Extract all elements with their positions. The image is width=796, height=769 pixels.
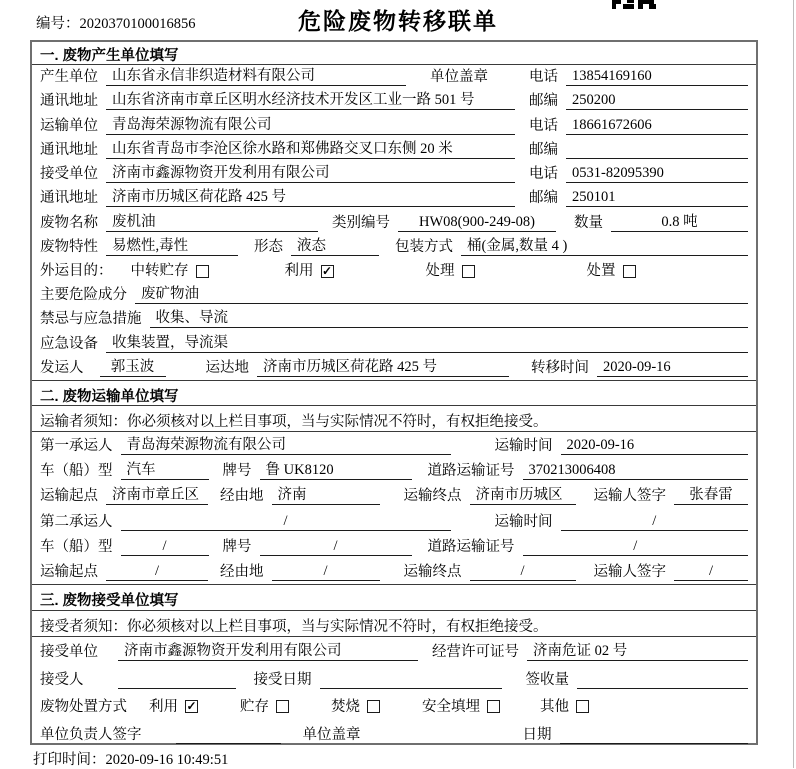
time2-value: / bbox=[561, 513, 749, 531]
date-value bbox=[560, 743, 749, 744]
zip1-value: 250200 bbox=[566, 92, 748, 110]
end1-label: 运输终点 bbox=[403, 488, 462, 505]
accept-unit-label: 接受单位 bbox=[40, 644, 98, 661]
waste-name-label: 废物名称 bbox=[40, 214, 98, 231]
section2-header: 二. 废物运输单位填写 bbox=[32, 380, 756, 407]
disposal-store-label: 贮存 bbox=[240, 699, 269, 716]
disposal-landfill-checkbox bbox=[487, 700, 500, 713]
row-transporter-address bbox=[32, 138, 756, 162]
section2-body bbox=[32, 432, 756, 584]
packing-value: 桶(金属,数量 4 ) bbox=[461, 234, 748, 256]
category-label: 类别编号 bbox=[332, 214, 390, 231]
taboo-value: 收集、导流 bbox=[150, 306, 749, 328]
license2-value: / bbox=[523, 538, 749, 556]
purpose-treat-checkbox bbox=[462, 265, 475, 278]
row-purpose bbox=[32, 259, 756, 283]
print-time bbox=[33, 748, 228, 769]
receiver-notice: 接受者须知：你必须核对以上栏目事项，当与实际情况不符时，有权拒绝接受。 bbox=[32, 611, 756, 637]
vehicle1-label: 车（船）型 bbox=[40, 463, 113, 480]
row-transporter bbox=[32, 113, 756, 137]
row-route1 bbox=[32, 483, 756, 508]
time2-label: 运输时间 bbox=[494, 513, 553, 530]
via1-label: 经由地 bbox=[220, 488, 264, 505]
plate1-label: 牌号 bbox=[222, 463, 252, 480]
purpose-use-checkbox: ✓ bbox=[321, 263, 333, 278]
hazard-label: 主要危险成分 bbox=[40, 287, 127, 304]
shipper-value: 郭玉波 bbox=[100, 355, 166, 377]
transfer-time-value: 2020-09-16 bbox=[597, 359, 748, 377]
time1-label: 运输时间 bbox=[494, 437, 553, 454]
purpose-option-storage-label: 中转贮存 bbox=[130, 262, 189, 279]
equipment-label: 应急设备 bbox=[40, 335, 98, 352]
license1-label: 道路运输证号 bbox=[427, 463, 515, 480]
accept-unit-value: 济南市鑫源物资开发利用有限公司 bbox=[118, 639, 418, 661]
row-equipment bbox=[32, 331, 756, 355]
license2-label: 道路运输证号 bbox=[427, 539, 515, 556]
disposal-store-checkbox bbox=[276, 700, 289, 713]
origin2-value: / bbox=[106, 563, 208, 581]
purpose-option-dispose-label: 处置 bbox=[586, 262, 616, 279]
disposal-other-checkbox bbox=[576, 700, 589, 713]
disposal-landfill-label: 安全填埋 bbox=[422, 699, 480, 716]
addr2-value: 山东省青岛市李沧区徐水路和郑佛路交叉口东侧 20 米 bbox=[106, 137, 515, 159]
section1-header: 一. 废物产生单位填写 bbox=[32, 42, 756, 65]
producer-label: 产生单位 bbox=[40, 69, 98, 86]
sign1-label: 运输人签字 bbox=[593, 488, 666, 505]
phone3-value: 0531-82095390 bbox=[566, 165, 748, 183]
disposal-other-label: 其他 bbox=[540, 699, 569, 716]
transporter-label: 运输单位 bbox=[40, 117, 98, 134]
taboo-label: 禁忌与应急措施 bbox=[40, 311, 142, 328]
row-producer bbox=[32, 65, 756, 89]
equipment-value: 收集装置，导流渠 bbox=[106, 331, 748, 353]
row-accept-unit bbox=[32, 637, 756, 664]
sign2-value: / bbox=[674, 563, 748, 581]
phone2-label: 电话 bbox=[529, 117, 558, 134]
print-time-label: 打印时间： bbox=[33, 752, 106, 768]
hazard-value: 废矿物油 bbox=[135, 282, 748, 304]
manifest-form bbox=[30, 40, 758, 745]
row-vehicle1 bbox=[32, 458, 756, 483]
purpose-option-treat-label: 处理 bbox=[425, 262, 455, 279]
row-waste-character bbox=[32, 235, 756, 259]
row-shipper bbox=[32, 356, 756, 380]
row-producer-address bbox=[32, 89, 756, 113]
purpose-option-use-label: 利用 bbox=[284, 262, 314, 279]
carrier1-label: 第一承运人 bbox=[40, 437, 113, 454]
phone3-label: 电话 bbox=[529, 166, 558, 183]
zip3-label: 邮编 bbox=[529, 190, 558, 207]
disposal-label: 废物处置方式 bbox=[40, 699, 127, 716]
document-header bbox=[0, 0, 796, 40]
acceptor-value bbox=[118, 688, 236, 689]
purpose-dispose-checkbox bbox=[623, 265, 636, 278]
sign1-value: 张春雷 bbox=[674, 483, 748, 505]
section3-body bbox=[32, 637, 756, 747]
receiver-label: 接受单位 bbox=[40, 166, 98, 183]
accept-date-label: 接受日期 bbox=[253, 671, 312, 688]
waste-name-value: 废机油 bbox=[106, 210, 318, 232]
print-time-value: 2020-09-16 10:49:51 bbox=[105, 752, 229, 768]
qr-code-fragment-icon bbox=[612, 0, 658, 10]
license1-value: 370213006408 bbox=[523, 462, 749, 480]
dest-value: 济南市历城区荷花路 425 号 bbox=[257, 355, 509, 377]
addr2-label: 通讯地址 bbox=[40, 141, 98, 158]
end2-value: / bbox=[470, 563, 576, 581]
character-label: 废物特性 bbox=[40, 238, 98, 255]
page-title: 危险废物转移联单 bbox=[298, 8, 498, 34]
shipper-label: 发运人 bbox=[40, 359, 84, 376]
carrier2-label: 第二承运人 bbox=[40, 513, 113, 530]
vehicle1-value: 汽车 bbox=[121, 458, 209, 480]
row-carrier2 bbox=[32, 508, 756, 533]
row-acceptor bbox=[32, 664, 756, 691]
disposal-use-checkbox: ✓ bbox=[186, 698, 197, 713]
zip1-label: 邮编 bbox=[529, 93, 558, 110]
character-value: 易燃性,毒性 bbox=[106, 234, 238, 256]
form-value: 液态 bbox=[291, 234, 379, 256]
section3-header: 三. 废物接受单位填写 bbox=[32, 584, 756, 611]
row-route2 bbox=[32, 559, 756, 584]
plate2-value: / bbox=[260, 538, 412, 556]
carrier1-value: 青岛海荣源物流有限公司 bbox=[121, 433, 451, 455]
disposal-use-label: 利用 bbox=[149, 699, 178, 716]
acceptor-label: 接受人 bbox=[40, 671, 84, 688]
unit-seal-label: 单位盖章 bbox=[430, 69, 488, 86]
form-label: 形态 bbox=[254, 238, 283, 255]
transporter-notice: 运输者须知：你必须核对以上栏目事项，当与实际情况不符时，有权拒绝接受。 bbox=[32, 406, 756, 432]
purpose-label: 外运目的： bbox=[40, 262, 113, 279]
serial-value: 2020370100016856 bbox=[79, 16, 196, 32]
leader-sign-label: 单位负责人签字 bbox=[40, 726, 142, 743]
transfer-time-label: 转移时间 bbox=[531, 359, 589, 376]
plate1-value: 鲁 UK8120 bbox=[260, 458, 412, 480]
row-taboo bbox=[32, 307, 756, 331]
vehicle2-label: 车（船）型 bbox=[40, 539, 113, 556]
row-waste-name bbox=[32, 210, 756, 234]
via1-value: 济南 bbox=[272, 483, 380, 505]
purpose-storage-checkbox bbox=[196, 265, 209, 278]
page-edge-divider bbox=[793, 0, 794, 768]
addr1-label: 通讯地址 bbox=[40, 93, 98, 110]
row-disposal bbox=[32, 692, 756, 719]
producer-value: 山东省永信非织造材料有限公司 bbox=[106, 64, 406, 86]
category-value: HW08(900-249-08) bbox=[398, 214, 556, 232]
zip2-value bbox=[566, 158, 748, 159]
addr1-value: 山东省济南市章丘区明水经济技术开发区工业一路 501 号 bbox=[106, 88, 515, 110]
section1-body bbox=[32, 65, 756, 380]
end1-value: 济南市历城区 bbox=[470, 483, 576, 505]
row-carrier1 bbox=[32, 432, 756, 457]
phone1-label: 电话 bbox=[529, 69, 558, 86]
quantity-label: 数量 bbox=[574, 214, 603, 231]
permit-value: 济南危证 02 号 bbox=[527, 639, 748, 661]
time1-value: 2020-09-16 bbox=[561, 437, 749, 455]
origin1-value: 济南市章丘区 bbox=[106, 483, 208, 505]
accept-date-value bbox=[320, 688, 502, 689]
transporter-value: 青岛海荣源物流有限公司 bbox=[106, 113, 515, 135]
packing-label: 包装方式 bbox=[395, 238, 453, 255]
quantity-value: 0.8 吨 bbox=[611, 210, 748, 232]
row-vehicle2 bbox=[32, 534, 756, 559]
dest-label: 运达地 bbox=[205, 359, 249, 376]
end2-label: 运输终点 bbox=[403, 564, 462, 581]
via2-label: 经由地 bbox=[220, 564, 264, 581]
phone2-value: 18661672606 bbox=[566, 117, 748, 135]
sign2-label: 运输人签字 bbox=[593, 564, 666, 581]
origin1-label: 运输起点 bbox=[40, 488, 98, 505]
row-receiver bbox=[32, 162, 756, 186]
row-receiver-address bbox=[32, 186, 756, 210]
origin2-label: 运输起点 bbox=[40, 564, 98, 581]
addr3-label: 通讯地址 bbox=[40, 190, 98, 207]
carrier2-value: / bbox=[121, 513, 451, 531]
received-value bbox=[577, 688, 748, 689]
via2-value: / bbox=[272, 563, 380, 581]
disposal-burn-label: 焚烧 bbox=[331, 699, 360, 716]
date-label: 日期 bbox=[522, 726, 552, 743]
phone1-value: 13854169160 bbox=[566, 68, 748, 86]
zip2-label: 邮编 bbox=[529, 141, 558, 158]
addr3-value: 济南市历城区荷花路 425 号 bbox=[106, 185, 515, 207]
leader-sign-value bbox=[176, 743, 281, 744]
vehicle2-value: / bbox=[121, 538, 209, 556]
plate2-label: 牌号 bbox=[222, 539, 252, 556]
zip3-value: 250101 bbox=[566, 189, 748, 207]
unit-seal2-label: 单位盖章 bbox=[302, 726, 361, 743]
row-hazard bbox=[32, 283, 756, 307]
row-leader-sign bbox=[32, 719, 756, 746]
disposal-burn-checkbox bbox=[367, 700, 380, 713]
received-label: 签收量 bbox=[525, 671, 569, 688]
permit-label: 经营许可证号 bbox=[432, 644, 519, 661]
serial-label: 编号： bbox=[36, 16, 80, 32]
receiver-value: 济南市鑫源物资开发利用有限公司 bbox=[106, 161, 515, 183]
